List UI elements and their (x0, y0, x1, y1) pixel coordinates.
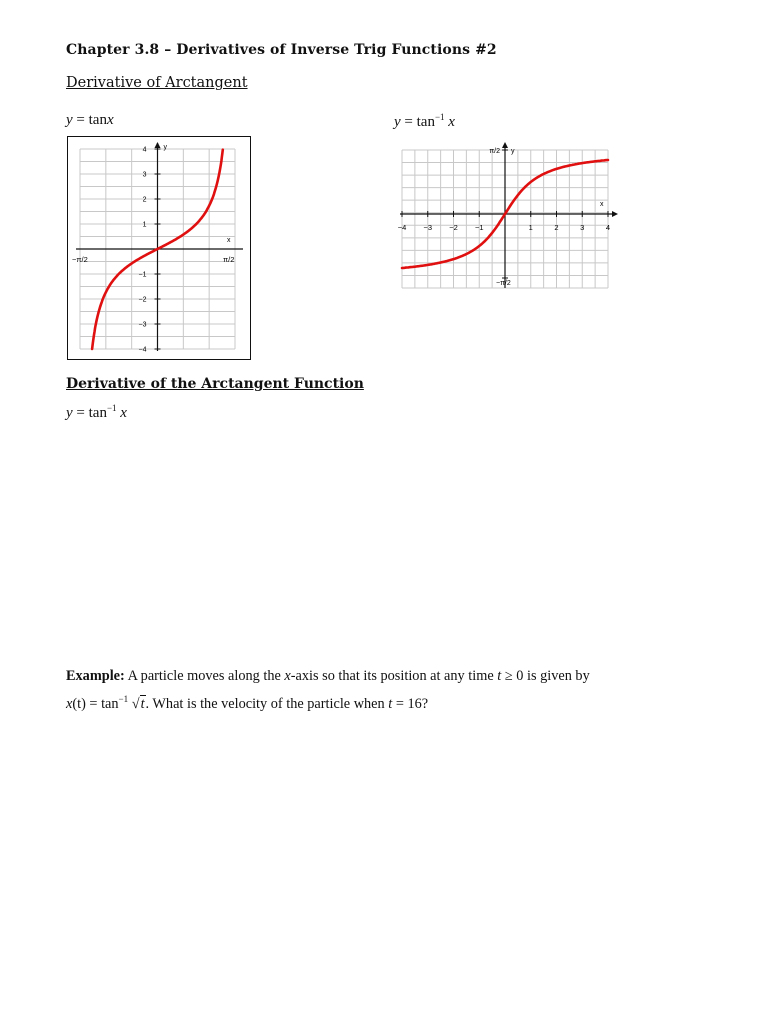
x-tick-label: 4 (605, 223, 611, 232)
x-tick-label: −1 (474, 223, 484, 232)
y-tick-label: −4 (138, 346, 147, 354)
y-tick-label: π/2 (489, 148, 500, 155)
equation-tan: y = tanx (66, 112, 114, 128)
sqrt-t: √t (131, 696, 145, 712)
x-tick-label: −2 (449, 223, 458, 232)
x-axis-label: x (227, 237, 231, 244)
x-tick-label: 3 (580, 223, 585, 232)
y-tick-label: −2 (138, 296, 147, 304)
y-tick-label: −3 (138, 321, 147, 329)
x-axis-label: x (600, 201, 604, 208)
equation-arctan-2: $y = \tan^{-1} x$ (66, 403, 127, 421)
section-heading-arctangent: Derivative of Arctangent (66, 75, 248, 91)
arctan-graph (392, 136, 622, 296)
y-tick-label: 3 (142, 171, 147, 179)
x-tick-label: π/2 (223, 255, 235, 264)
y-tick-label: −π/2 (496, 280, 511, 287)
y-tick-label: 1 (142, 221, 147, 229)
y-tick-label: 2 (142, 196, 147, 204)
y-tick-label: 4 (142, 146, 147, 154)
y-tick-label: −1 (138, 271, 147, 279)
x-tick-label: −π/2 (72, 255, 88, 264)
page-title: Chapter 3.8 – Derivatives of Inverse Trig Functions #2 (66, 42, 497, 58)
y-axis-label: y (511, 148, 515, 155)
x-tick-label: 1 (528, 223, 533, 232)
section-heading-arctangent-function: Derivative of the Arctangent Function (66, 376, 364, 392)
x-axis-arrow (612, 211, 618, 217)
y-axis-label: y (163, 144, 167, 151)
eq-lhs: y (66, 112, 73, 128)
y-axis-arrow (502, 142, 508, 148)
tan-graph (67, 136, 251, 360)
x-tick-label: −3 (423, 223, 433, 232)
equation-arctan: $y = \tan^{-1} x$ (394, 112, 455, 130)
example-label: Example: (66, 668, 125, 684)
x-tick-label: 2 (554, 223, 559, 232)
example-problem: Example: A particle moves along the x-axis so that its position at any time t ≥ 0 is given by $x(t) = \tan^{-1} √t$. What is the velocity of the particle when t = 16? (66, 665, 716, 716)
x-tick-label: −4 (397, 223, 407, 232)
